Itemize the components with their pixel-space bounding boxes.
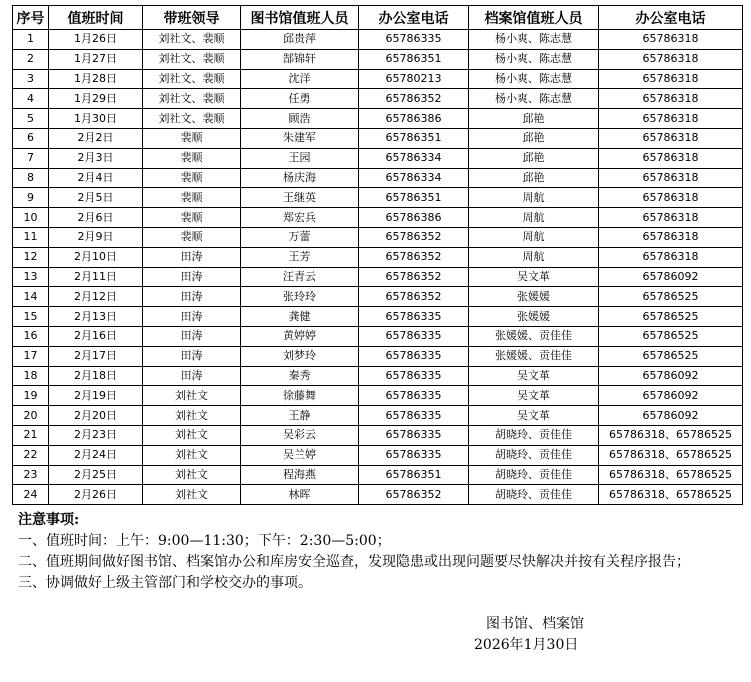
cell-archive-phone: 65786092 bbox=[599, 406, 743, 426]
cell-index: 17 bbox=[13, 346, 49, 366]
cell-library-staff: 杨庆海 bbox=[241, 168, 359, 188]
cell-leader: 裴顺 bbox=[143, 227, 241, 247]
cell-archive-staff: 杨小爽、陈志慧 bbox=[469, 89, 599, 109]
cell-archive-phone: 65786318 bbox=[599, 128, 743, 148]
cell-library-phone: 65786335 bbox=[359, 445, 469, 465]
cell-archive-staff: 邱艳 bbox=[469, 168, 599, 188]
table-row bbox=[13, 30, 743, 50]
cell-index: 4 bbox=[13, 89, 49, 109]
cell-index: 18 bbox=[13, 366, 49, 386]
table-row bbox=[13, 49, 743, 69]
cell-library-phone: 65786335 bbox=[359, 307, 469, 327]
cell-archive-staff: 杨小爽、陈志慧 bbox=[469, 69, 599, 89]
header-library-phone: 办公室电话 bbox=[359, 6, 469, 30]
cell-index: 11 bbox=[13, 227, 49, 247]
cell-index: 23 bbox=[13, 465, 49, 485]
cell-library-phone: 65786352 bbox=[359, 287, 469, 307]
table-row bbox=[13, 69, 743, 89]
table-header-row bbox=[13, 6, 743, 30]
cell-archive-staff: 周航 bbox=[469, 208, 599, 228]
cell-archive-staff: 邱艳 bbox=[469, 128, 599, 148]
cell-archive-phone: 65786318 bbox=[599, 227, 743, 247]
cell-archive-phone: 65786318 bbox=[599, 109, 743, 129]
cell-library-staff: 朱建军 bbox=[241, 128, 359, 148]
cell-library-staff: 黄婷婷 bbox=[241, 326, 359, 346]
cell-leader: 裴顺 bbox=[143, 168, 241, 188]
cell-leader: 田涛 bbox=[143, 287, 241, 307]
cell-library-staff: 张玲玲 bbox=[241, 287, 359, 307]
cell-archive-staff: 吴文革 bbox=[469, 366, 599, 386]
cell-archive-phone: 65786318 bbox=[599, 49, 743, 69]
cell-library-staff: 郑宏兵 bbox=[241, 208, 359, 228]
table-row bbox=[13, 89, 743, 109]
cell-index: 6 bbox=[13, 128, 49, 148]
cell-leader: 裴顺 bbox=[143, 128, 241, 148]
cell-index: 15 bbox=[13, 307, 49, 327]
cell-index: 14 bbox=[13, 287, 49, 307]
cell-library-staff: 程海燕 bbox=[241, 465, 359, 485]
cell-archive-staff: 杨小爽、陈志慧 bbox=[469, 30, 599, 50]
cell-index: 9 bbox=[13, 188, 49, 208]
cell-archive-staff: 吴文革 bbox=[469, 386, 599, 406]
cell-index: 19 bbox=[13, 386, 49, 406]
cell-leader: 田涛 bbox=[143, 307, 241, 327]
cell-archive-staff: 张媛媛 bbox=[469, 287, 599, 307]
cell-date: 2月9日 bbox=[49, 227, 143, 247]
cell-library-staff: 万蕾 bbox=[241, 227, 359, 247]
cell-date: 2月26日 bbox=[49, 485, 143, 505]
cell-index: 5 bbox=[13, 109, 49, 129]
header-duty-date: 值班时间 bbox=[49, 6, 143, 30]
cell-index: 2 bbox=[13, 49, 49, 69]
table-row bbox=[13, 128, 743, 148]
header-leader: 带班领导 bbox=[143, 6, 241, 30]
cell-index: 20 bbox=[13, 406, 49, 426]
header-index: 序号 bbox=[13, 6, 49, 30]
table-row bbox=[13, 465, 743, 485]
cell-leader: 田涛 bbox=[143, 326, 241, 346]
cell-library-staff: 沈洋 bbox=[241, 69, 359, 89]
cell-archive-phone: 65786318、65786525 bbox=[599, 425, 743, 445]
cell-date: 2月2日 bbox=[49, 128, 143, 148]
header-archive-staff: 档案馆值班人员 bbox=[469, 6, 599, 30]
table-row bbox=[13, 188, 743, 208]
cell-archive-phone: 65786525 bbox=[599, 326, 743, 346]
cell-library-phone: 65786335 bbox=[359, 406, 469, 426]
cell-library-phone: 65786334 bbox=[359, 168, 469, 188]
cell-library-phone: 65786335 bbox=[359, 30, 469, 50]
notes-section bbox=[18, 510, 738, 594]
cell-index: 16 bbox=[13, 326, 49, 346]
cell-library-phone: 65786335 bbox=[359, 346, 469, 366]
cell-library-phone: 65786352 bbox=[359, 247, 469, 267]
cell-date: 1月28日 bbox=[49, 69, 143, 89]
cell-library-staff: 王静 bbox=[241, 406, 359, 426]
cell-library-phone: 65786352 bbox=[359, 89, 469, 109]
cell-archive-staff: 胡晓玲、贡佳佳 bbox=[469, 425, 599, 445]
cell-archive-phone: 65786318 bbox=[599, 148, 743, 168]
table-row bbox=[13, 485, 743, 505]
cell-archive-staff: 胡晓玲、贡佳佳 bbox=[469, 465, 599, 485]
cell-leader: 裴顺 bbox=[143, 148, 241, 168]
cell-archive-staff: 胡晓玲、贡佳佳 bbox=[469, 445, 599, 465]
cell-archive-staff: 吴文革 bbox=[469, 267, 599, 287]
cell-index: 3 bbox=[13, 69, 49, 89]
cell-date: 1月26日 bbox=[49, 30, 143, 50]
signature-org: 图书馆、档案馆 bbox=[486, 616, 584, 632]
table-row bbox=[13, 307, 743, 327]
cell-date: 2月20日 bbox=[49, 406, 143, 426]
cell-leader: 刘社文 bbox=[143, 425, 241, 445]
cell-index: 1 bbox=[13, 30, 49, 50]
table-row bbox=[13, 247, 743, 267]
cell-archive-phone: 65786318 bbox=[599, 89, 743, 109]
header-archive-phone: 办公室电话 bbox=[599, 6, 743, 30]
table-row bbox=[13, 326, 743, 346]
table-row bbox=[13, 267, 743, 287]
cell-archive-staff: 胡晓玲、贡佳佳 bbox=[469, 485, 599, 505]
cell-archive-phone: 65786525 bbox=[599, 287, 743, 307]
table-row bbox=[13, 168, 743, 188]
cell-leader: 裴顺 bbox=[143, 188, 241, 208]
cell-archive-staff: 张媛媛、贡佳佳 bbox=[469, 326, 599, 346]
cell-date: 2月5日 bbox=[49, 188, 143, 208]
cell-library-phone: 65786386 bbox=[359, 208, 469, 228]
cell-library-staff: 王继英 bbox=[241, 188, 359, 208]
cell-archive-staff: 邱艳 bbox=[469, 109, 599, 129]
cell-leader: 刘社文 bbox=[143, 445, 241, 465]
cell-leader: 田涛 bbox=[143, 267, 241, 287]
cell-library-staff: 龚健 bbox=[241, 307, 359, 327]
cell-library-phone: 65780213 bbox=[359, 69, 469, 89]
cell-library-staff: 郜锦轩 bbox=[241, 49, 359, 69]
cell-archive-phone: 65786318 bbox=[599, 247, 743, 267]
cell-date: 1月27日 bbox=[49, 49, 143, 69]
cell-archive-phone: 65786092 bbox=[599, 366, 743, 386]
signature-date: 2026年1月30日 bbox=[474, 637, 579, 653]
cell-index: 7 bbox=[13, 148, 49, 168]
cell-archive-phone: 65786318 bbox=[599, 30, 743, 50]
cell-date: 2月4日 bbox=[49, 168, 143, 188]
cell-archive-staff: 张媛媛、贡佳佳 bbox=[469, 346, 599, 366]
cell-archive-phone: 65786525 bbox=[599, 307, 743, 327]
cell-archive-phone: 65786318 bbox=[599, 168, 743, 188]
note-item: 三、协调做好上级主管部门和学校交办的事项。 bbox=[18, 575, 312, 591]
cell-archive-phone: 65786318、65786525 bbox=[599, 465, 743, 485]
cell-library-phone: 65786334 bbox=[359, 148, 469, 168]
table-row bbox=[13, 208, 743, 228]
table-row bbox=[13, 425, 743, 445]
cell-leader: 刘社文、裴顺 bbox=[143, 109, 241, 129]
cell-archive-staff: 周航 bbox=[469, 227, 599, 247]
cell-library-phone: 65786335 bbox=[359, 326, 469, 346]
note-item: 二、值班期间做好图书馆、档案馆办公和库房安全巡查，发现隐患或出现问题要尽快解决并按有关程序报告； bbox=[18, 554, 690, 570]
table-row bbox=[13, 227, 743, 247]
cell-library-phone: 65786351 bbox=[359, 465, 469, 485]
table-row bbox=[13, 287, 743, 307]
cell-leader: 田涛 bbox=[143, 366, 241, 386]
cell-library-staff: 王芳 bbox=[241, 247, 359, 267]
cell-library-phone: 65786335 bbox=[359, 366, 469, 386]
table-row bbox=[13, 346, 743, 366]
cell-archive-phone: 65786525 bbox=[599, 346, 743, 366]
cell-index: 24 bbox=[13, 485, 49, 505]
cell-index: 12 bbox=[13, 247, 49, 267]
cell-date: 2月18日 bbox=[49, 366, 143, 386]
cell-date: 2月16日 bbox=[49, 326, 143, 346]
cell-archive-phone: 65786092 bbox=[599, 386, 743, 406]
cell-index: 10 bbox=[13, 208, 49, 228]
cell-date: 2月19日 bbox=[49, 386, 143, 406]
note-item: 一、值班时间：上午：9:00—11:30；下午：2:30—5:00； bbox=[18, 533, 391, 549]
table-row bbox=[13, 386, 743, 406]
cell-library-staff: 吴彩云 bbox=[241, 425, 359, 445]
cell-library-phone: 65786386 bbox=[359, 109, 469, 129]
cell-index: 22 bbox=[13, 445, 49, 465]
cell-library-phone: 65786352 bbox=[359, 227, 469, 247]
cell-library-staff: 王园 bbox=[241, 148, 359, 168]
cell-date: 2月11日 bbox=[49, 267, 143, 287]
cell-date: 2月3日 bbox=[49, 148, 143, 168]
cell-date: 2月13日 bbox=[49, 307, 143, 327]
cell-leader: 田涛 bbox=[143, 346, 241, 366]
cell-archive-staff: 周航 bbox=[469, 247, 599, 267]
header-library-staff: 图书馆值班人员 bbox=[241, 6, 359, 30]
cell-library-phone: 65786335 bbox=[359, 425, 469, 445]
cell-library-phone: 65786351 bbox=[359, 128, 469, 148]
cell-archive-phone: 65786318 bbox=[599, 188, 743, 208]
table-row bbox=[13, 366, 743, 386]
cell-archive-phone: 65786318、65786525 bbox=[599, 485, 743, 505]
table-row bbox=[13, 406, 743, 426]
cell-library-staff: 林晖 bbox=[241, 485, 359, 505]
cell-date: 2月25日 bbox=[49, 465, 143, 485]
cell-leader: 刘社文、裴顺 bbox=[143, 30, 241, 50]
cell-library-phone: 65786352 bbox=[359, 485, 469, 505]
cell-archive-phone: 65786092 bbox=[599, 267, 743, 287]
duty-schedule-table bbox=[12, 5, 743, 505]
cell-library-staff: 邱贵萍 bbox=[241, 30, 359, 50]
cell-leader: 刘社文、裴顺 bbox=[143, 69, 241, 89]
cell-library-staff: 刘梦玲 bbox=[241, 346, 359, 366]
table-row bbox=[13, 148, 743, 168]
cell-archive-staff: 张媛媛 bbox=[469, 307, 599, 327]
cell-index: 8 bbox=[13, 168, 49, 188]
cell-leader: 裴顺 bbox=[143, 208, 241, 228]
cell-date: 2月17日 bbox=[49, 346, 143, 366]
cell-library-phone: 65786351 bbox=[359, 188, 469, 208]
cell-leader: 刘社文 bbox=[143, 465, 241, 485]
cell-library-staff: 吴兰婷 bbox=[241, 445, 359, 465]
cell-archive-phone: 65786318 bbox=[599, 208, 743, 228]
cell-archive-phone: 65786318、65786525 bbox=[599, 445, 743, 465]
cell-date: 2月12日 bbox=[49, 287, 143, 307]
cell-leader: 刘社文 bbox=[143, 406, 241, 426]
table-row bbox=[13, 445, 743, 465]
cell-library-staff: 汪青云 bbox=[241, 267, 359, 287]
cell-index: 13 bbox=[13, 267, 49, 287]
cell-library-phone: 65786335 bbox=[359, 386, 469, 406]
cell-leader: 刘社文、裴顺 bbox=[143, 49, 241, 69]
cell-leader: 田涛 bbox=[143, 247, 241, 267]
cell-library-staff: 徐藤舞 bbox=[241, 386, 359, 406]
cell-date: 2月6日 bbox=[49, 208, 143, 228]
cell-library-staff: 任勇 bbox=[241, 89, 359, 109]
cell-archive-staff: 周航 bbox=[469, 188, 599, 208]
cell-leader: 刘社文 bbox=[143, 485, 241, 505]
cell-library-phone: 65786351 bbox=[359, 49, 469, 69]
cell-leader: 刘社文 bbox=[143, 386, 241, 406]
cell-date: 1月30日 bbox=[49, 109, 143, 129]
cell-leader: 刘社文、裴顺 bbox=[143, 89, 241, 109]
cell-library-staff: 秦秀 bbox=[241, 366, 359, 386]
cell-library-phone: 65786352 bbox=[359, 267, 469, 287]
cell-archive-phone: 65786318 bbox=[599, 69, 743, 89]
cell-archive-staff: 吴文革 bbox=[469, 406, 599, 426]
cell-date: 2月23日 bbox=[49, 425, 143, 445]
notes-title: 注意事项: bbox=[18, 512, 80, 528]
table-row bbox=[13, 109, 743, 129]
cell-index: 21 bbox=[13, 425, 49, 445]
cell-archive-staff: 邱艳 bbox=[469, 148, 599, 168]
cell-archive-staff: 杨小爽、陈志慧 bbox=[469, 49, 599, 69]
cell-date: 2月10日 bbox=[49, 247, 143, 267]
cell-date: 1月29日 bbox=[49, 89, 143, 109]
cell-date: 2月24日 bbox=[49, 445, 143, 465]
cell-library-staff: 顾浩 bbox=[241, 109, 359, 129]
